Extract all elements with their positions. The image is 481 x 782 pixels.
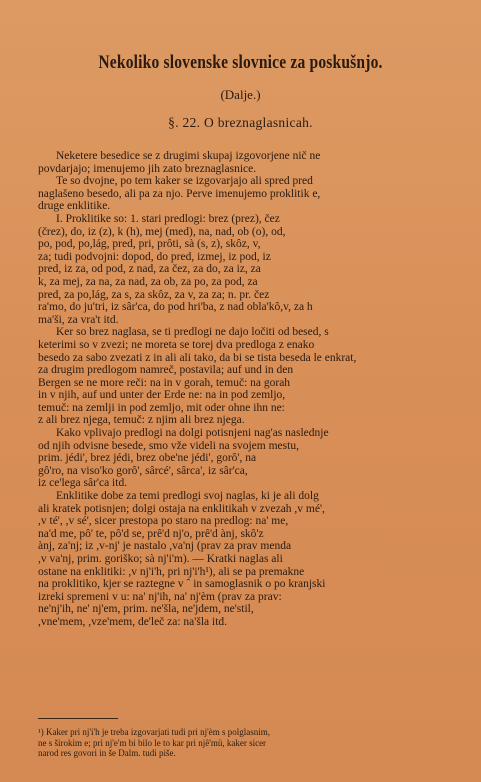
text-line: Kako vplivajo predlogi na dolgi potisnjeni nag'as naslednje [56,427,329,440]
text-line: pred, za po,lág, za s, za skôz, za v, za za; n. pr. čez [38,288,270,301]
text-line: naglašeno besedo, ali pa za njo. Perve imenujemo proklitik e, [38,187,321,200]
text-line: za drugim predlogom namreč, postavila; auf und in den [38,364,294,377]
text-line: k, za mej, za na, za nad, za ob, za po, za pod, za [38,275,258,288]
text-line: Te so dvojne, po tem kaker se izgovarjajo ali spred pred [56,175,313,188]
page-title: Nekoliko slovenske slovnice za poskušnjo. [98,52,383,73]
text-line: gô'ro, na viso'ko gorô', sârcé', sârca', iz sâr'ca, [38,464,248,477]
page-subtitle: (Dalje.) [220,87,261,102]
text-line: ne'nj'ih, ne' nj'em, prim. ne'šla, ne'jdem, ne'stil, [38,603,254,616]
text-line: ,v té', ,v sé', sicer prestopa po staro na predlog: na' me, [38,515,289,528]
text-line: Bergen se ne more reči: na in v gorah, temuč: na gorah [38,376,291,389]
text-line: z ali brez njega, temuč: z njim ali brez njega. [38,414,245,427]
text-line: ànj, za'nj; iz ,v-nj' je nastalo ,va'nj (prav za prav menda [38,540,292,553]
text-line: ostane na enklitiki: ,v nj'i'h, pri nj'i'h¹), ali se pa premakne [38,565,305,578]
text-line: povdarjajo; imenujemo jih zato breznaglasnice. [38,162,257,175]
text-line: prim. jédi', brez jédi, brez obe'ne jédi', gorô', na [38,452,257,465]
text-line: keterimi so v zvezi; ne moreta se torej dva predloga z enako [38,338,315,351]
section-heading: §. 22. O breznaglasnicah. [168,115,313,130]
body-text [38,150,448,629]
text-line: in v njih, auf und unter der Erde ne: na in pod zemljo, [38,389,286,402]
text-line: Ker so brez naglasa, se ti predlogi ne dajo ločiti od besed, s [56,326,329,339]
text-line: ,v va'nj, prim. goriško; sà nj'i'm). — Kratki naglas ali [38,553,283,565]
text-line: besedo za sabo zvezati z in ali ali tako, da bi se tista beseda le enkrat, [38,351,357,364]
text-line: ,vne'mem, ,vze'mem, de'leč za: na'šla itd. [38,615,228,628]
text-line: od njih odvisne besede, smo vže videli na svojem mestu, [38,439,299,452]
text-line: I. Proklitike so: 1. stari predlogi: brez (prez), čez [56,212,280,225]
text-line: za; tudi podvojni: dopod, do pred, izmej, iz pod, iz [38,250,271,263]
text-line: izreki spremeni v u: na' nj'ih, na' nj'èm (prav za prav: [38,590,282,603]
footnotes [38,727,448,759]
text-line: ra'mo, do ju'tri, iz sâr'ca, do pod hri'ba, z nad obla'kô,v, za h [38,301,313,314]
footnote-line: narod res govori in še Dalm. tudi piše. [38,748,176,758]
footnote-divider [38,718,118,719]
footnote-line: ne s širokim e; pri nj'e'm bi bilo le to kar pri njê'mü, kaker sicer [38,737,267,748]
text-line: ma'ši, za vra't itd. [38,313,119,326]
text-line: temuč: na zemlji in pod zemljo, mit oder ohne ihn ne: [38,401,285,414]
text-line: na'd me, pô' te, pô'd se, prê'd nj'o, prê'd ànj, skô'z [38,527,264,540]
text-line: Neketere besedice se z drugimi skupaj izgovorjene nič ne [56,150,321,162]
text-line: druge enklitike. [38,200,111,213]
text-line: Enklitike dobe za temi predlogi svoj naglas, ki je ali dolg [56,490,319,503]
text-line: na proklitiko, kjer se raztegne v ˆ in samoglasnik o po kranjski [38,578,326,591]
text-line: pred, iz za, od pod, z nad, za čez, za do, za iz, za [38,263,261,276]
text-line: iz ce'lega sâr'ca itd. [38,477,128,490]
text-line: (črez), do, iz (z), k (h), mej (med), na, nad, ob (o), od, [38,225,286,238]
footnote-line: ¹) Kaker pri nj'i'h je treba izgovarjati tudi pri nj'èm s polglasnim, [38,727,271,737]
text-line: ali kratek potisnjen; dolgi ostaja na enklitikah v zvezah ,v mé', [38,502,325,515]
text-line: po, pod, po,lág, pred, pri, prôti, sà (s, z), skôz, v, [38,238,261,251]
